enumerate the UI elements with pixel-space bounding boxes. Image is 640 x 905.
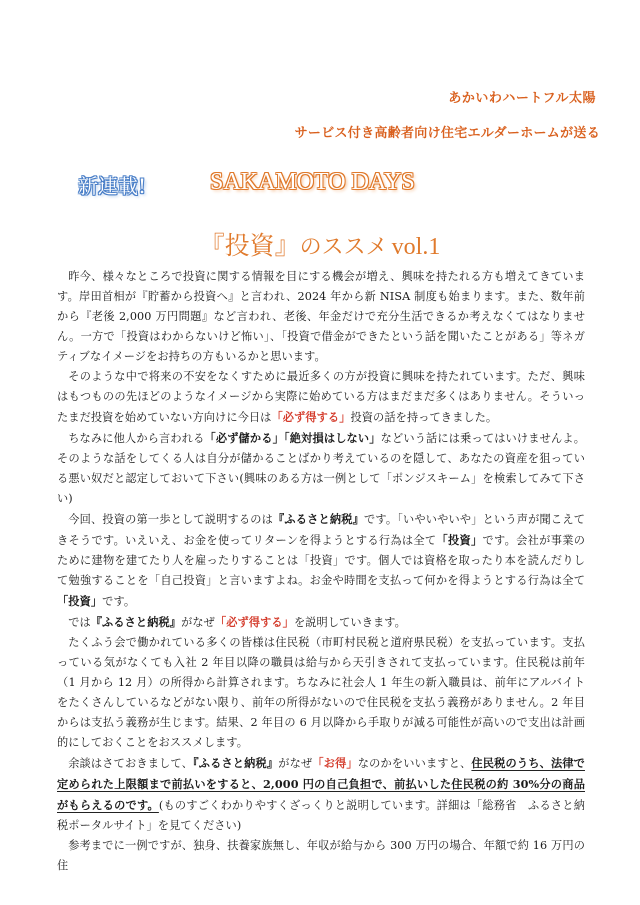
article-title: [0, 226, 640, 262]
paragraph-5-mid: がなぜ: [181, 616, 215, 629]
paragraph-2-tail: 投資の話を持ってきました。: [350, 411, 498, 424]
paragraph-2-text: そのような中で将来の不安をなくすために最近多くの方が投資に興味を持たれています。ただ、興味はもつものの先ほどのようなイメージから実際に始めている方はまだまだ多くはありません。そういったまだ投資を始めていない方向けに今日は: [57, 370, 585, 424]
paragraph-6: たくふう会で働かれている多くの皆様は住民税（市町村民税と道府県民税）を支払っています。支払っている気がなくても入社 2 年目以降の職員は給与から天引きされて支払っています。住民税は前年（1 月から 12 月）の所得から計算されます。ちなみに社会人 1 年生の新入職員は、前年にアルバイトをたくさんしているなどがない限り、前年の所得がないので住民税を支払う義務がありません。2 年目からは支払う義務が生じます。結果、2 年目の 6 月以降から手取りが減る可能性が高いので支出は計画的にしておくことをおススメします。: [57, 636, 585, 749]
title-volume: vol.1: [391, 234, 441, 260]
paragraph-7-tail: (ものすごくわかりやすくざっくりと説明しています。詳細は「総務省 ふるさと納税ポータルサイト」を見てください): [57, 799, 585, 832]
company-tagline: サービス付き高齢者向け住宅エルダーホームが送る: [294, 126, 600, 141]
paragraph-3-tail: などいう話には乗ってはいけませんよ。そのような話をしてくる人は自分が儲かることばかり考えているのを隠して、あなたの資産を狙っている悪い奴だと認定しておいて下さい(興味のある方は一例として「ポンジスキーム」を検索してみて下さい): [57, 432, 585, 505]
paragraph-8: 参考までに一例ですが、独身、扶養家族無し、年収が給与から 300 万円の場合、年額で約 16 万円の住: [57, 839, 585, 872]
series-heading: [78, 170, 558, 200]
must-profit-highlight-2: 「必ず得する」: [214, 615, 294, 629]
furusato-phrase-3: 『ふるさと納税』: [192, 756, 279, 770]
paragraph-3: [57, 428, 585, 509]
paragraph-7-text: 余談はさておきまして、: [68, 757, 193, 770]
paragraph-7-mid: がなぜ: [278, 757, 313, 770]
paragraph-3-text: ちなみに他人から言われる: [68, 432, 205, 445]
paragraph-4: [57, 509, 585, 612]
company-name: あかいわハートフル太陽: [448, 91, 596, 106]
no-loss-phrase: 「絶対損はしない」: [284, 431, 381, 445]
paragraph-4-mid: です。「いやいやいや」という声が聞こえてきそうです。いえいえ、お金を使ってリターンを得ようとする行為は全て: [57, 513, 585, 547]
paragraph-7: [57, 753, 585, 836]
series-name: SAKAMOTO DAYS: [210, 169, 415, 195]
article-body: [57, 267, 585, 876]
investment-phrase-2: 「投資」: [57, 594, 103, 608]
title-keyword: 『投資』: [199, 231, 300, 260]
bargain-highlight: 「お得」: [312, 756, 358, 770]
paragraph-4-tail: です。: [102, 595, 136, 608]
paragraph-1: 昨今、様々なところで投資に関する情報を目にする機会が増え、興味を持たれる方も増えてきています。岸田首相が『貯蓄から投資へ』と言われ、2024 年から新 NISA 制度も始まります。また、数年前から『老後 2,000 万円問題』など言われ、老後、年金だけで充分生活できるか考えなくてはなりません。一方で「投資はわからないけど怖い」、「投資で借金ができたという話を聞いたことがある」等ネガティブなイメージをお持ちの方もいるかと思います。: [57, 270, 585, 363]
paragraph-5-tail: を説明していきます。: [293, 616, 406, 629]
key-point-underlined: 住民税のうち、法律で定められた上限額まで前払いをすると、2,000 円の自己負担で、前払いした住民税の約 30%分の商品がもらえるのです。: [57, 756, 585, 812]
paragraph-7-mid2: なのかをいいますと、: [357, 757, 472, 770]
new-series-label: 新連載!: [78, 174, 147, 198]
paragraph-4-mid2: です。会社が事業のために建物を建てたり人を雇ったりすることは「投資」です。個人では資格を取ったり本を読んだりして勉強することを「自己投資」と言いますよね。お金や時間を支払って何かを得ようとする行為は全て: [57, 534, 586, 587]
must-profit-highlight: 「必ず得する」: [271, 410, 351, 424]
paragraph-5: [57, 612, 585, 633]
sure-profit-phrase: 「必ず儲かる」: [204, 431, 284, 445]
furusato-phrase-2: 『ふるさと納税』: [90, 615, 182, 629]
paragraph-2: [57, 367, 585, 428]
investment-phrase: 「投資」: [436, 533, 483, 547]
paragraph-5-text: では: [68, 616, 91, 629]
title-rest: のススメ: [299, 235, 388, 260]
furusato-phrase: 『ふるさと納税』: [272, 512, 365, 526]
paragraph-4-text: 今回、投資の第一歩として説明するのは: [68, 513, 273, 526]
